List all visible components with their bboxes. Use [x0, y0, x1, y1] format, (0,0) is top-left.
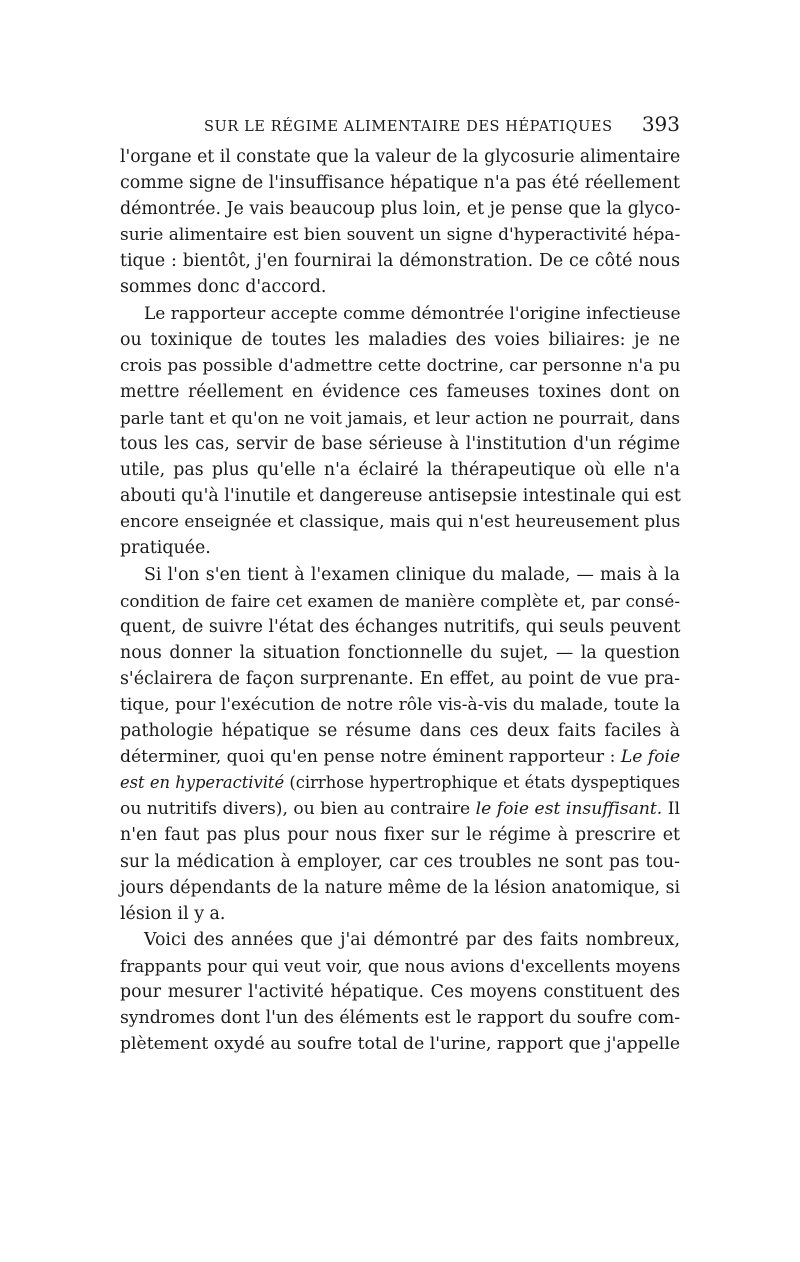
text-line: jours dépendants de la nature même de la lésion anatomique, si — [120, 877, 680, 898]
text-line: démontrée. Je vais beaucoup plus loin, et je pense que la glyco- — [120, 199, 681, 220]
text-line: comme signe de l'insuffisance hépatique n'a pas été réellement — [120, 173, 680, 194]
text-run: ou nutritifs divers), ou bien au contraire — [120, 799, 476, 820]
text-line: pathologie hépatique se résume dans ces deux faits faciles à — [120, 721, 680, 742]
paragraph-2 — [120, 301, 680, 562]
text-line: abouti qu'à l'inutile et dangereuse antisepsie intestinale qui est — [120, 486, 681, 507]
paragraph-4 — [120, 927, 680, 1057]
paragraph-3 — [120, 562, 680, 927]
book-page — [120, 112, 680, 1057]
text-line: utile, pas plus qu'elle n'a éclairé la thérapeutique où elle n'a — [120, 460, 680, 481]
italic-text: est en hyperactivité — [120, 773, 285, 793]
text-line: quent, de suivre l'état des échanges nutritifs, qui seuls peuvent — [120, 616, 681, 637]
paragraph-1 — [120, 144, 680, 301]
text-line: crois pas possible d'admettre cette doctrine, car personne n'a pu — [120, 355, 681, 376]
text-line: tique : bientôt, j'en fournirai la démonstration. De ce côté nous — [120, 251, 680, 272]
text-line: parle tant et qu'on ne voit jamais, et leur action ne pourrait, dans — [120, 407, 680, 428]
text-line: condition de faire cet examen de manière complète et, par consé- — [120, 590, 680, 611]
running-head — [120, 112, 680, 142]
text-line: l'organe et il constate que la valeur de la glycosurie alimentaire — [120, 147, 681, 167]
text-line: n'en faut pas plus pour nous fixer sur le régime à prescrire et — [120, 825, 680, 846]
text-line: surie alimentaire est bien souvent un signe d'hyperactivité hépa- — [120, 225, 681, 246]
text-line: encore enseignée et classique, mais qui n'est heureusement plus — [120, 512, 681, 533]
text-line: s'éclairera de façon surprenante. En effet, au point de vue pra- — [120, 668, 680, 689]
text-line: ou toxinique de toutes les maladies des voies biliaires: je ne — [120, 329, 680, 350]
text-line: frappants pour qui veut voir, que nous avions d'excellents moyens — [120, 955, 681, 976]
text-line — [120, 796, 680, 822]
text-run: déterminer, quoi qu'en pense notre éminent rapporteur : — [120, 747, 621, 768]
text-line — [120, 770, 680, 796]
text-line: Le rapporteur accepte comme démontrée l'origine infectieuse — [144, 303, 681, 324]
text-line: syndromes dont l'un des éléments est le rapport du soufre com- — [120, 1008, 681, 1029]
text-line — [120, 744, 680, 770]
running-title: SUR LE RÉGIME ALIMENTAIRE DES HÉPATIQUES — [204, 119, 613, 135]
text-line: plètement oxydé au soufre total de l'urine, rapport que j'appelle — [120, 1034, 680, 1055]
text-line: sommes donc d'accord. — [120, 277, 327, 298]
page-number: 393 — [641, 112, 680, 136]
body-text — [120, 144, 680, 1057]
text-line: nous donner la situation fonctionnelle du sujet, — la question — [120, 642, 680, 663]
italic-text: Le foie — [620, 747, 681, 768]
text-line: mettre réellement en évidence ces fameuses toxines dont on — [120, 381, 680, 402]
text-line: Voici des années que j'ai démontré par des faits nombreux, — [144, 929, 680, 950]
text-line: pour mesurer l'activité hépatique. Ces moyens constituent des — [120, 982, 680, 1002]
text-line: lésion il y a. — [120, 903, 226, 924]
text-line: tous les cas, servir de base sérieuse à l'institution d'un régime — [120, 434, 680, 455]
italic-text: le foie est insuffisant. — [475, 799, 663, 820]
text-line: tique, pour l'exécution de notre rôle vis-à-vis du malade, toute la — [120, 694, 680, 715]
text-run: Il — [662, 799, 680, 820]
text-line: sur la médication à employer, car ces troubles ne sont pas tou- — [120, 851, 680, 872]
text-run: (cirrhose hypertrophique et états dyspeptiques — [284, 773, 680, 793]
text-line: pratiquée. — [120, 538, 211, 559]
text-line: Si l'on s'en tient à l'examen clinique du malade, — mais à la — [144, 564, 680, 585]
